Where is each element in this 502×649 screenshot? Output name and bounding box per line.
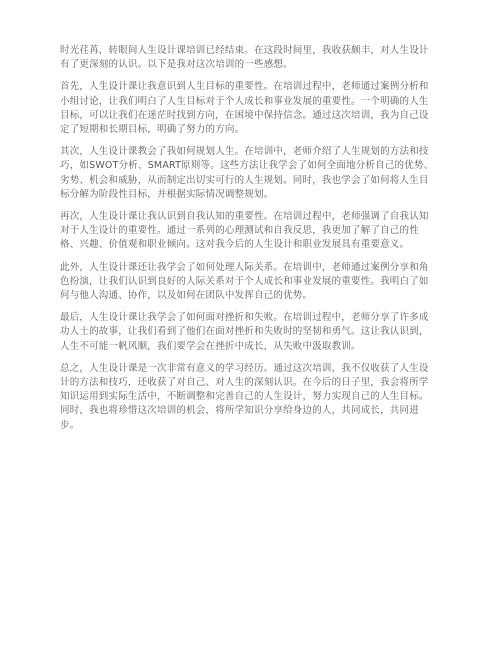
document-body: [60, 44, 436, 441]
paragraph-relationships: 此外，人生设计课还让我学会了如何处理人际关系。在培训中，老师通过案例分享和角色扮演，让我们认识到良好的人际关系对于个人成长和事业发展的重要性。我明白了如何与他人沟通、协作，以及如何在团队中发挥自己的优势。: [60, 261, 429, 302]
paragraph-planning: 其次，人生设计课教会了我如何规划人生。在培训中，老师介绍了人生规划的方法和技巧，如SWOT分析、SMART原则等。这些方法让我学会了如何全面地分析自己的优势、劣势、机会和威胁，从而制定出切实可行的人生规划。同时，我也学会了如何将人生目标分解为阶段性目标，并根据实际情况调整规划。: [60, 146, 434, 200]
paragraph-goals: 首先，人生设计课让我意识到人生目标的重要性。在培训过程中，老师通过案例分析和小组讨论，让我们明白了人生目标对于个人成长和事业发展的重要性。一个明确的人生目标，可以让我们在迷茫时找到方向，在困境中保持信念。通过这次培训，我为自己设定了短期和长期目标，明确了努力的方向。: [60, 81, 429, 136]
paragraph-conclusion: 总之，人生设计课是一次非常有意义的学习经历。通过这次培训，我不仅收获了人生设计的方法和技巧，还收获了对自己、对人生的深刻认识。在今后的日子里，我会将所学知识运用到实际生活中，不断调整和完善自己的人生设计，努力实现自己的人生目标。同时，我也将珍惜这次培训的机会，将所学知识分享给身边的人，共同成长，共同进步。: [60, 362, 429, 431]
paragraph-setbacks: 最后，人生设计课让我学会了如何面对挫折和失败。在培训过程中，老师分享了许多成功人士的故事，让我们看到了他们在面对挫折和失败时的坚韧和勇气。这让我认识到，人生不可能一帆风顺，我们要学会在挫折中成长，从失败中汲取教训。: [60, 312, 429, 352]
paragraph-self-awareness: 再次，人生设计课让我认识到自我认知的重要性。在培训过程中，老师强调了自我认知对于人生设计的重要性。通过一系列的心理测试和自我反思，我更加了解了自己的性格、兴趣、价值观和职业倾向。这对我今后的人生设计和职业发展具有重要意义。: [60, 211, 429, 251]
paragraph-intro: 时光荏苒，转眼间人生设计课培训已经结束。在这段时间里，我收获颇丰，对人生设计有了更深刻的认识。以下是我对这次培训的一些感想。: [60, 45, 429, 71]
